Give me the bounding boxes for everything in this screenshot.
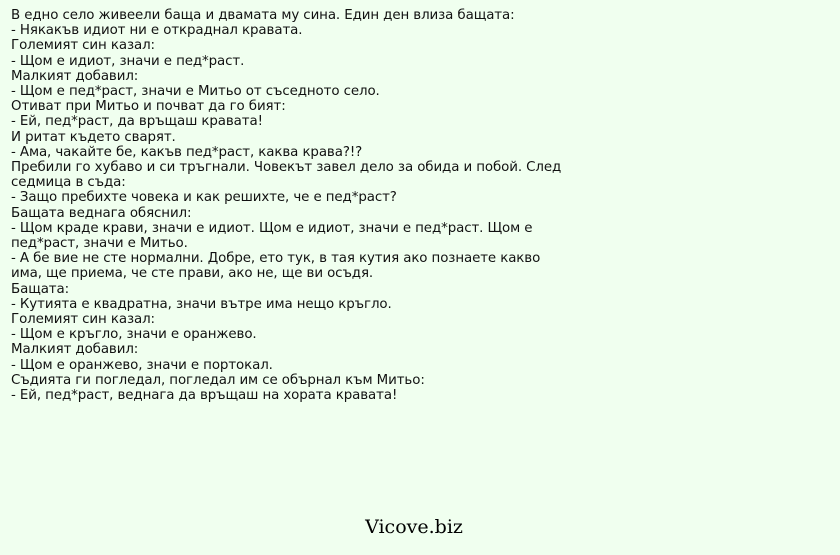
joke-line: има, ще приема, че сте прави, ако не, ще ви осъдя. bbox=[11, 266, 374, 282]
joke-line: Бащата веднага обяснил: bbox=[11, 205, 192, 221]
joke-line: - Някакъв идиот ни е откраднал кравата. bbox=[11, 23, 303, 39]
joke-line: Малкият добавил: bbox=[11, 68, 139, 84]
joke-line: - А бе вие не сте нормални. Добре, ето тук, в тая кутия ако познаете какво bbox=[11, 251, 541, 267]
joke-line: Пребили го хубаво и си тръгнали. Човекът завел дело за обида и побой. След bbox=[11, 160, 562, 176]
joke-line: - Щом е оранжево, значи е портокал. bbox=[11, 357, 273, 373]
joke-line: - Ей, пед*раст, веднага да връщаш на хората кравата! bbox=[11, 388, 398, 404]
joke-line: - Щом е пед*раст, значи е Митьо от съседното село. bbox=[11, 84, 380, 100]
joke-line: В едно село живеели баща и двамата му сина. Един ден влиза бащата: bbox=[11, 8, 515, 23]
joke-line: Големият син казал: bbox=[11, 38, 155, 54]
joke-line: - Щом е кръгло, значи е оранжево. bbox=[11, 327, 257, 343]
joke-line: Големият син казал: bbox=[11, 312, 155, 328]
joke-line: - Защо пребихте човека и как решихте, че е пед*раст? bbox=[11, 190, 397, 206]
joke-line: Малкият добавил: bbox=[11, 342, 139, 358]
joke-line: - Ей, пед*раст, да връщаш кравата! bbox=[11, 114, 263, 130]
joke-line: седмица в съда: bbox=[11, 175, 126, 191]
site-watermark: Vicove.biz bbox=[365, 516, 463, 538]
joke-text bbox=[11, 8, 611, 403]
joke-line: - Ама, чакайте бе, какъв пед*раст, каква крава?!? bbox=[11, 144, 363, 160]
joke-line: пед*раст, значи е Митьо. bbox=[11, 236, 188, 252]
joke-line: - Щом е идиот, значи е пед*раст. bbox=[11, 53, 245, 69]
joke-line: Съдията ги погледал, погледал им се обърнал към Митьо: bbox=[11, 372, 425, 388]
joke-line: Отиват при Митьо и почват да го бият: bbox=[11, 99, 286, 115]
joke-line: - Щом краде крави, значи е идиот. Щом е идиот, значи е пед*раст. Щом е bbox=[11, 220, 533, 236]
footer-site-name bbox=[0, 516, 840, 538]
joke-line: Бащата: bbox=[11, 281, 70, 297]
joke-line: - Кутията е квадратна, значи вътре има нещо кръгло. bbox=[11, 296, 392, 312]
joke-line: И ритат където сварят. bbox=[11, 129, 176, 145]
